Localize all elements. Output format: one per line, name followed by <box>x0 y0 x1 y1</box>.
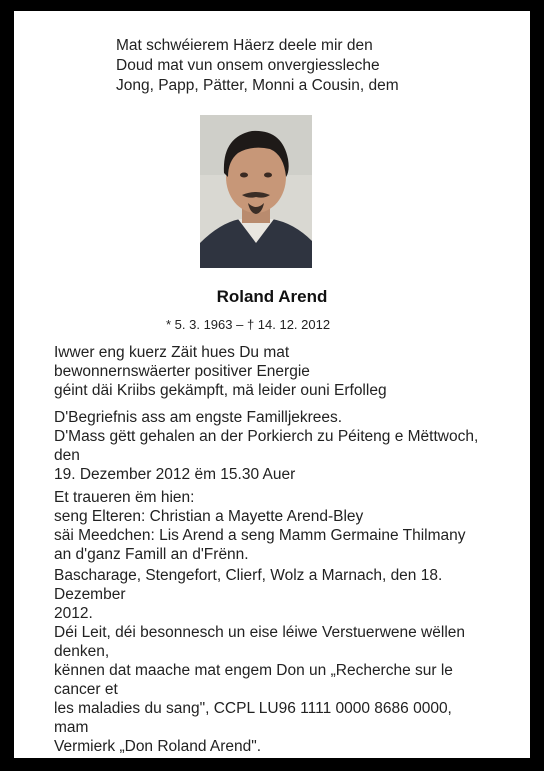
closing-line: Bascharage, Stengefort, Clierf, Wolz a Marnach, den 18. <box>54 567 443 584</box>
closing-line: Dezember <box>54 586 126 603</box>
portrait-illustration <box>200 115 312 268</box>
funeral-line: den <box>54 447 80 464</box>
closing-line: Déi Leit, déi besonnesch un eise léiwe Verstuerwene wëllen <box>54 624 465 641</box>
closing-line: denken, <box>54 643 110 660</box>
mourners-line: säi Meedchen: Lis Arend a seng Mamm Germaine Thilmany <box>54 527 466 544</box>
deceased-name: Roland Arend <box>216 287 328 306</box>
closing-line: les maladies du sang", CCPL LU96 1111 0000 8686 0000, <box>54 700 452 717</box>
obituary-card <box>14 11 530 758</box>
closing-line: Vermierk „Don Roland Arend". <box>54 738 262 755</box>
funeral-line: 19. Dezember 2012 ëm 15.30 Auer <box>54 466 296 483</box>
closing-text <box>54 566 465 756</box>
life-dates: * 5. 3. 1963 – † 14. 12. 2012 <box>166 317 331 332</box>
funeral-line: D'Mass gëtt gehalen an der Porkierch zu Péiteng e Mëttwoch, <box>54 428 479 445</box>
intro-line: Doud mat vun onsem onvergiessleche <box>116 57 380 74</box>
closing-line: mam <box>54 719 89 736</box>
funeral-line: D'Begriefnis ass am engste Familljekrees. <box>54 409 343 426</box>
tribute-line: Iwwer eng kuerz Zäit hues Du mat <box>54 344 290 361</box>
intro-line: Mat schwéierem Häerz deele mir den <box>116 37 373 54</box>
funeral-info <box>54 408 478 484</box>
mourners-list <box>54 488 466 564</box>
tribute-text <box>54 343 387 400</box>
mourners-line: seng Elteren: Christian a Mayette Arend-Bley <box>54 508 364 525</box>
closing-line: kënnen dat maache mat engem Don un „Recherche sur le <box>54 662 453 679</box>
intro-line: Jong, Papp, Pätter, Monni a Cousin, dem <box>116 77 399 94</box>
mourners-line: Et traueren ëm hien: <box>54 489 195 506</box>
portrait-photo <box>200 115 312 268</box>
tribute-line: géint däi Kriibs gekämpft, mä leider ouni Erfolleg <box>54 382 387 399</box>
closing-line: cancer et <box>54 681 118 698</box>
tribute-line: bewonnernswäerter positiver Energie <box>54 363 310 380</box>
mourners-line: an d'ganz Famill an d'Frënn. <box>54 546 249 563</box>
intro-text <box>116 36 399 96</box>
closing-line: 2012. <box>54 605 93 622</box>
